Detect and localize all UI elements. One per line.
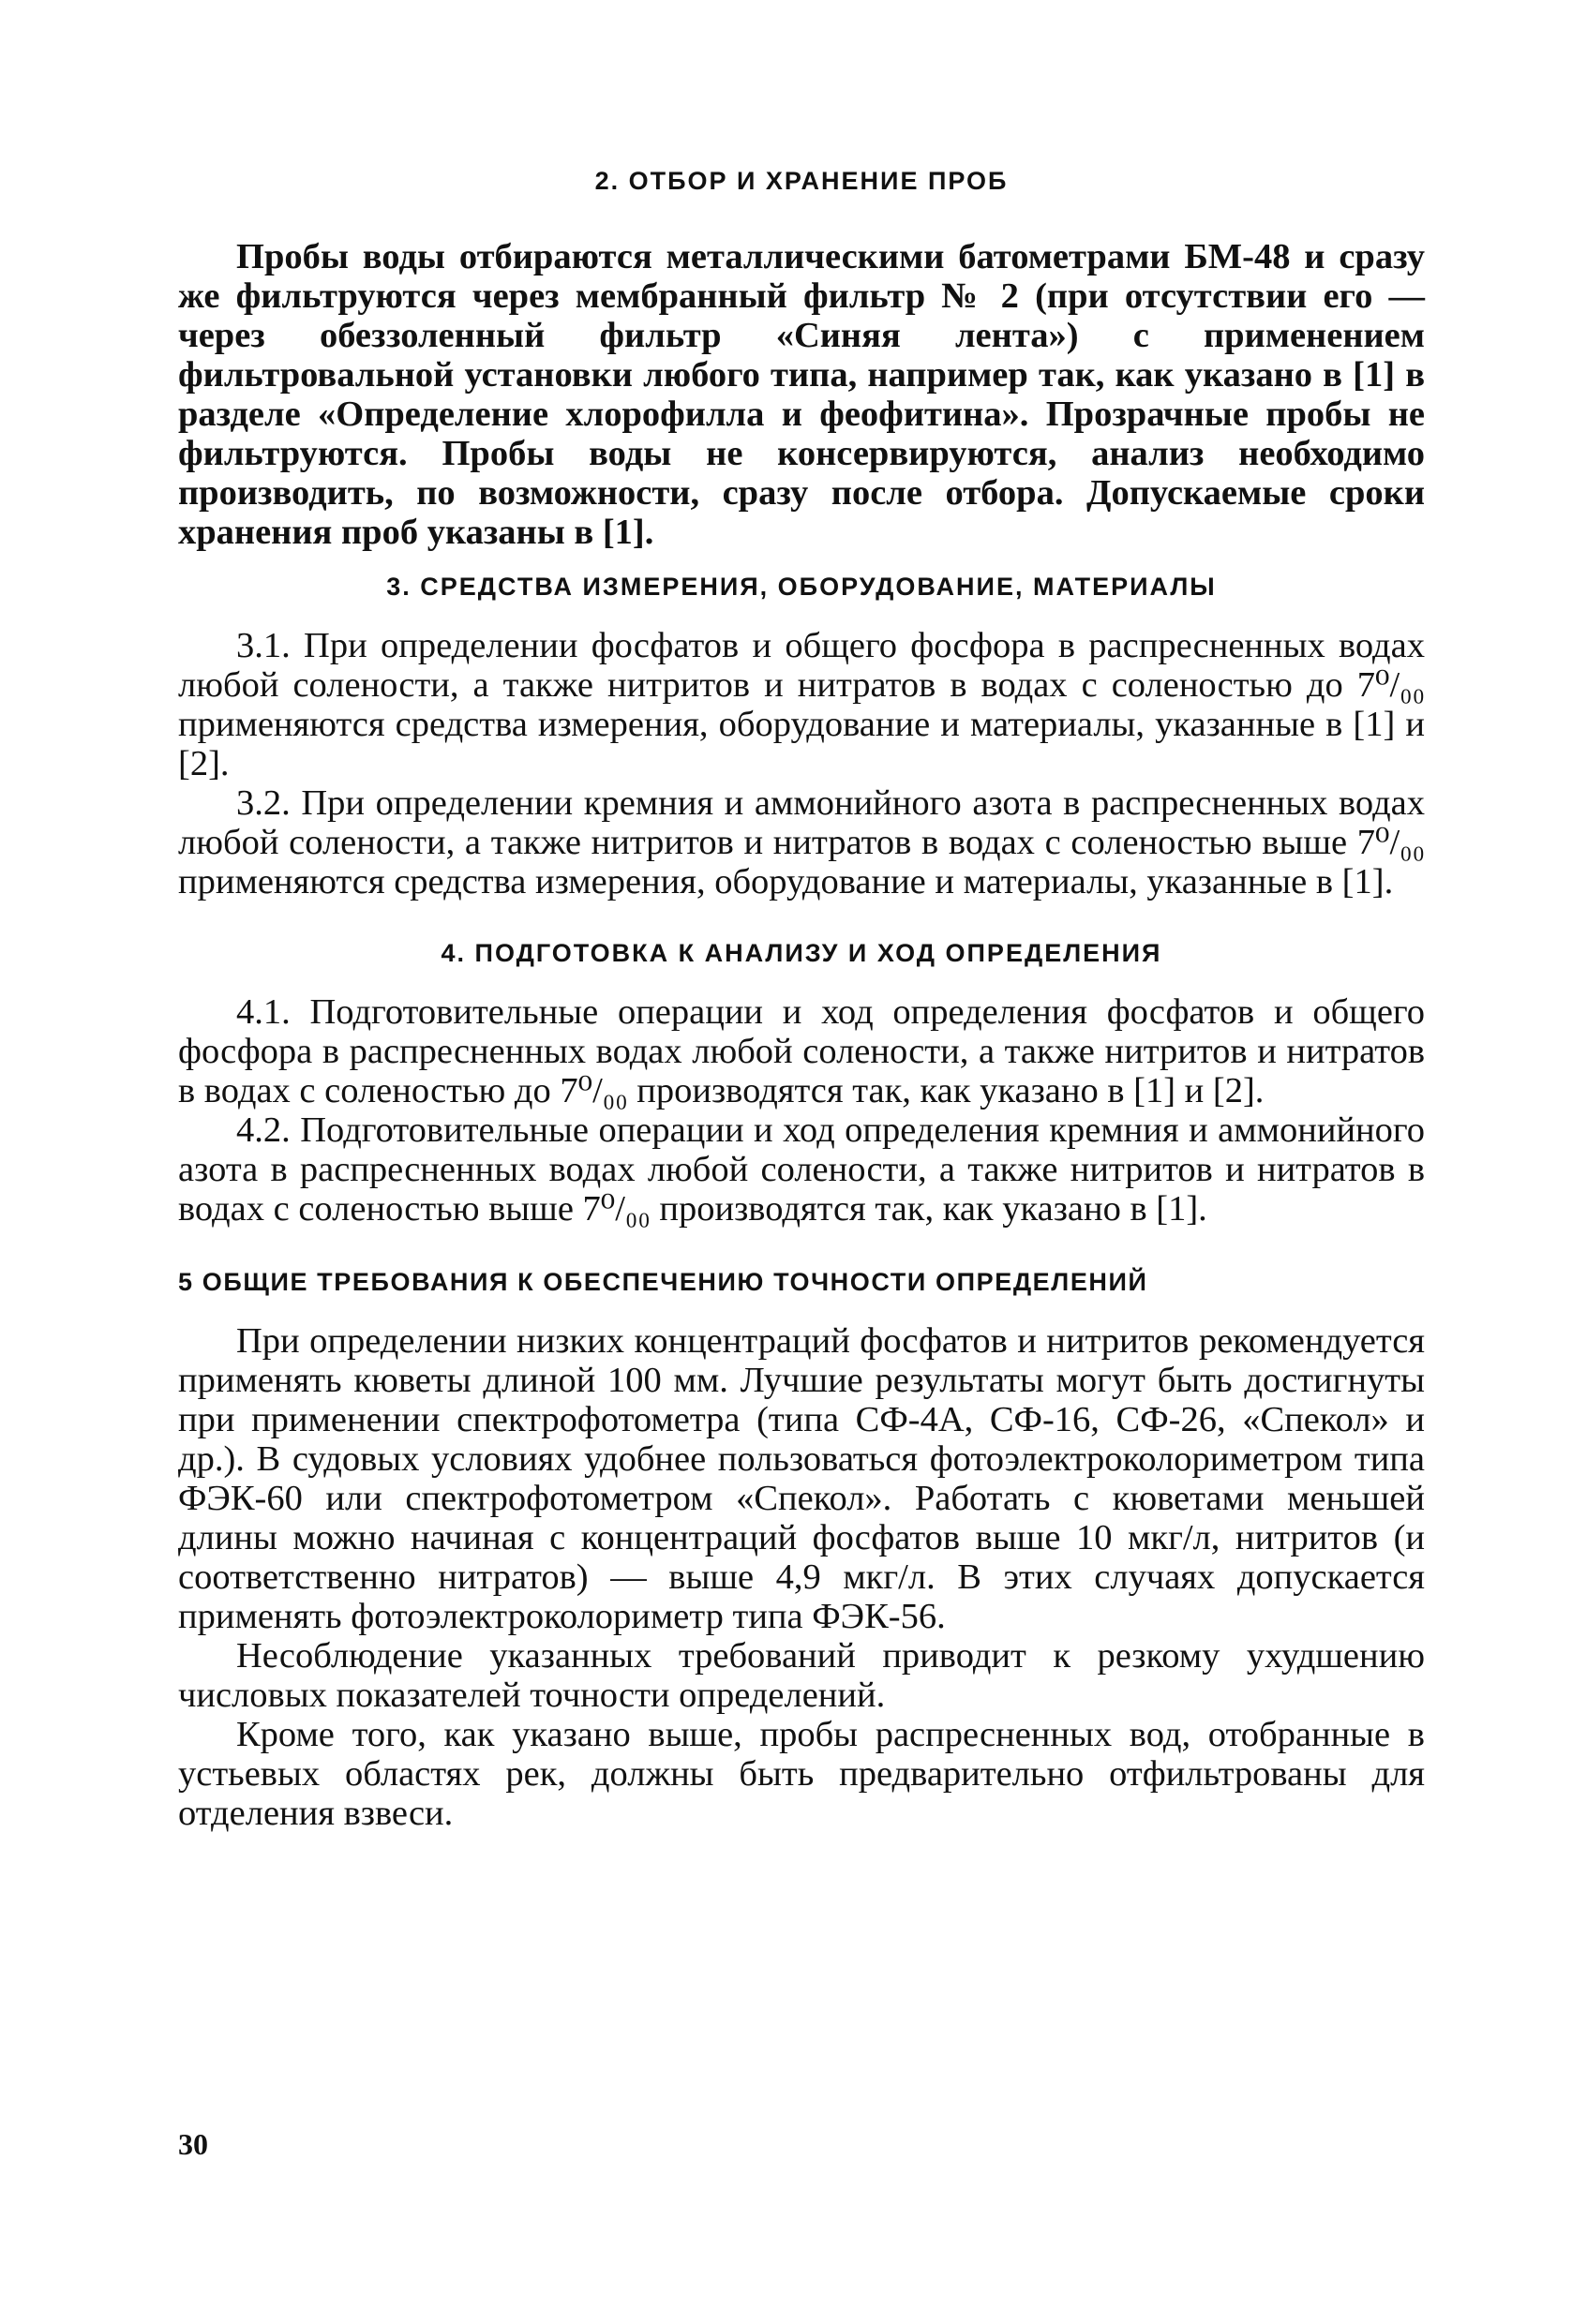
- section-3-heading: 3. СРЕДСТВА ИЗМЕРЕНИЯ, ОБОРУДОВАНИЕ, МАТЕРИАЛЫ: [386, 573, 1217, 601]
- section-5-paragraph-3: Кроме того, как указано выше, пробы распресненных вод, отобранные в устьевых областях рек, должны быть предварительно отфильтрованы для отделения взвеси.: [178, 1715, 1425, 1833]
- section-4-heading: 4. ПОДГОТОВКА К АНАЛИЗУ И ХОД ОПРЕДЕЛЕНИЯ: [441, 939, 1162, 967]
- section-5-heading: 5 ОБЩИЕ ТРЕБОВАНИЯ К ОБЕСПЕЧЕНИЮ ТОЧНОСТИ ОПРЕДЕЛЕНИЙ: [178, 1268, 1148, 1296]
- section-3-paragraph-1: 3.1. При определении фосфатов и общего фосфора в распресненных водах любой солености, а также нитритов и нитратов в водах с соленостью до 7⁰/₀₀ применяются средства измерения, оборудование и материалы, указанные в [1] и [2].: [178, 626, 1425, 783]
- document-page: [178, 150, 1425, 1833]
- section-5-paragraph-1: При определении низких концентраций фосфатов и нитритов рекомендуется применять кюветы длиной 100 мм. Лучшие результаты могут быть достигнуты при применении спектрофотометра (типа СФ-4А, СФ-16, СФ-26, «Спекол» и др.). В судовых условиях удобнее пользоваться фотоэлектроколориметром типа ФЭК-60 или спектрофотометром «Спекол». Работать с кюветами меньшей длины можно начиная с концентраций фосфатов выше 10 мкг/л, нитритов (и соответственно нитратов) — выше 4,9 мкг/л. В этих случаях допускается применять фотоэлектроколориметр типа ФЭК-56.: [178, 1321, 1425, 1636]
- section-4-paragraph-2: 4.2. Подготовительные операции и ход определения кремния и аммонийного азота в распресненных водах любой солености, а также нитритов и нитратов в водах с соленостью выше 7⁰/₀₀ производятся так, как указано в [1].: [178, 1110, 1425, 1229]
- section-2-heading: 2. ОТБОР И ХРАНЕНИЕ ПРОБ: [594, 167, 1009, 195]
- page-number: 30: [178, 2127, 208, 2161]
- section-2-paragraph-1: Пробы воды отбираются металлическими батометрами БМ-48 и сразу же фильтруются через мембранный фильтр № 2 (при отсутствии его — через обеззоленный фильтр «Синяя лента») с применением фильтровальной установки любого типа, например так, как указано в [1] в разделе «Определение хлорофилла и феофитина». Прозрачные пробы не фильтруются. Пробы воды не консервируются, анализ необходимо производить, по возможности, сразу после отбора. Допускаемые сроки хранения проб указаны в [1].: [178, 237, 1425, 552]
- section-5-paragraph-2: Несоблюдение указанных требований приводит к резкому ухудшению числовых показателей точности определений.: [178, 1636, 1425, 1715]
- section-3-paragraph-2: 3.2. При определении кремния и аммонийного азота в распресненных водах любой солености, а также нитритов и нитратов в водах с соленостью выше 7⁰/₀₀ применяются средства измерения, оборудование и материалы, указанные в [1].: [178, 783, 1425, 901]
- section-4-paragraph-1: 4.1. Подготовительные операции и ход определения фосфатов и общего фосфора в распресненных водах любой солености, а также нитритов и нитратов в водах с соленостью до 7⁰/₀₀ производятся так, как указано в [1] и [2].: [178, 992, 1425, 1110]
